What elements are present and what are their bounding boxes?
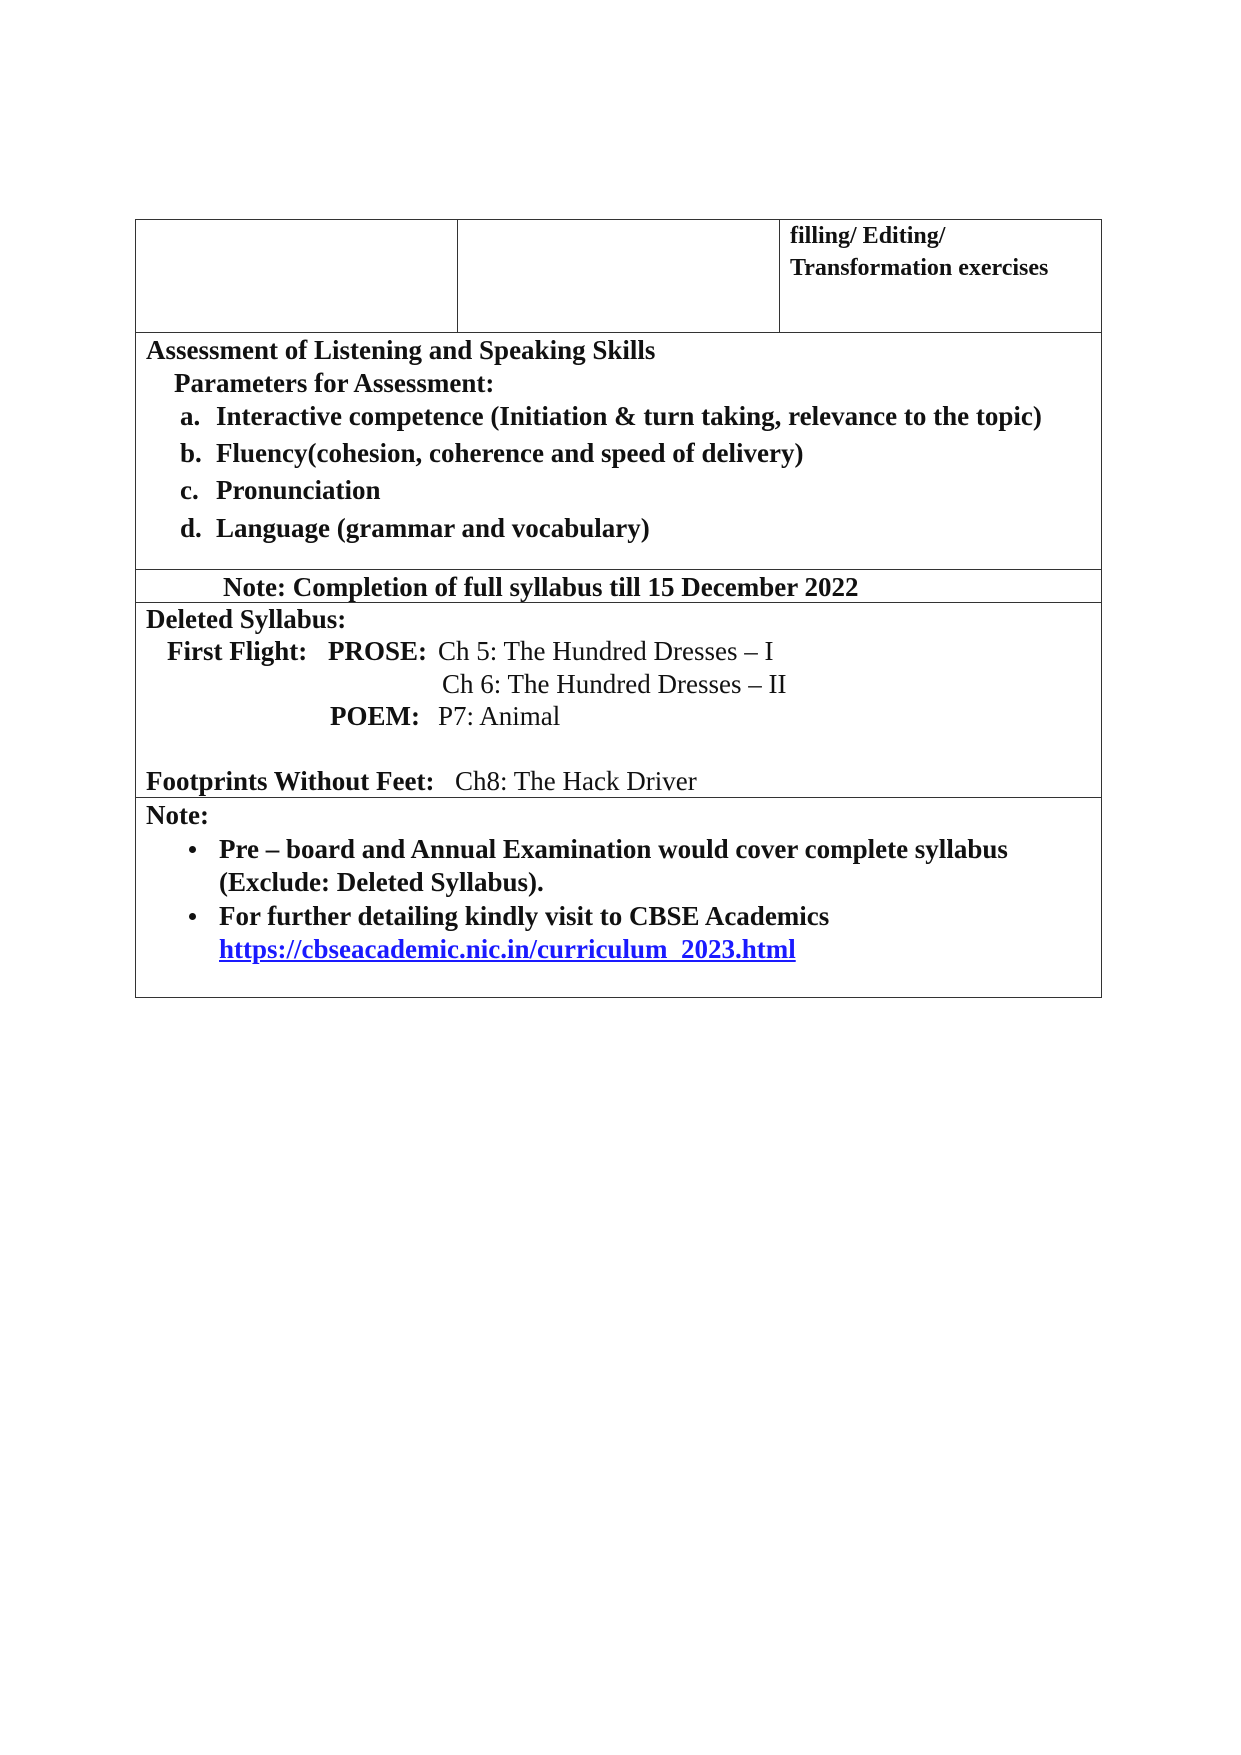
notes-title: Note: xyxy=(146,800,209,830)
bullet-icon xyxy=(189,913,196,920)
poem-item: P7: Animal xyxy=(438,701,561,731)
top-cell-text-line2: Transformation exercises xyxy=(790,255,1049,281)
completion-note: Note: Completion of full syllabus till 15 December 2022 xyxy=(223,572,859,602)
list-item-interactive-competence: Interactive competence (Initiation & turn taking, relevance to the topic) xyxy=(216,401,1042,431)
list-item-marker: b. xyxy=(180,438,202,468)
notes-section xyxy=(135,797,1102,998)
prose-label: PROSE: xyxy=(328,636,428,666)
cbse-curriculum-link[interactable]: https://cbseacademic.nic.in/curriculum_2023.html xyxy=(219,934,796,964)
list-item-marker: d. xyxy=(180,513,202,543)
note-bullet-2-line1: For further detailing kindly visit to CBSE Academics xyxy=(219,901,830,931)
list-item-fluency: Fluency(cohesion, coherence and speed of delivery) xyxy=(216,438,804,468)
poem-label: POEM: xyxy=(330,701,420,731)
bullet-icon xyxy=(189,846,196,853)
first-flight-label: First Flight: xyxy=(167,636,308,666)
deleted-syllabus-title: Deleted Syllabus: xyxy=(146,604,347,634)
assessment-title: Assessment of Listening and Speaking Skills xyxy=(146,335,656,365)
list-item-language: Language (grammar and vocabulary) xyxy=(216,513,650,543)
footprints-item: Ch8: The Hack Driver xyxy=(455,766,697,796)
assessment-subtitle: Parameters for Assessment: xyxy=(174,368,495,398)
list-item-pronunciation: Pronunciation xyxy=(216,475,381,505)
top-cell-text-line1: filling/ Editing/ xyxy=(790,223,946,249)
note-bullet-1-line1: Pre – board and Annual Examination would cover complete syllabus xyxy=(219,834,1008,864)
list-item-marker: c. xyxy=(180,475,199,505)
table-top-cell-2 xyxy=(457,219,780,333)
table-top-cell-1 xyxy=(135,219,458,333)
list-item-marker: a. xyxy=(180,401,201,431)
prose-ch6: Ch 6: The Hundred Dresses – II xyxy=(442,669,787,699)
footprints-label: Footprints Without Feet: xyxy=(146,766,435,796)
note-bullet-1-line2: (Exclude: Deleted Syllabus). xyxy=(219,867,544,897)
prose-ch5: Ch 5: The Hundred Dresses – I xyxy=(438,636,774,666)
